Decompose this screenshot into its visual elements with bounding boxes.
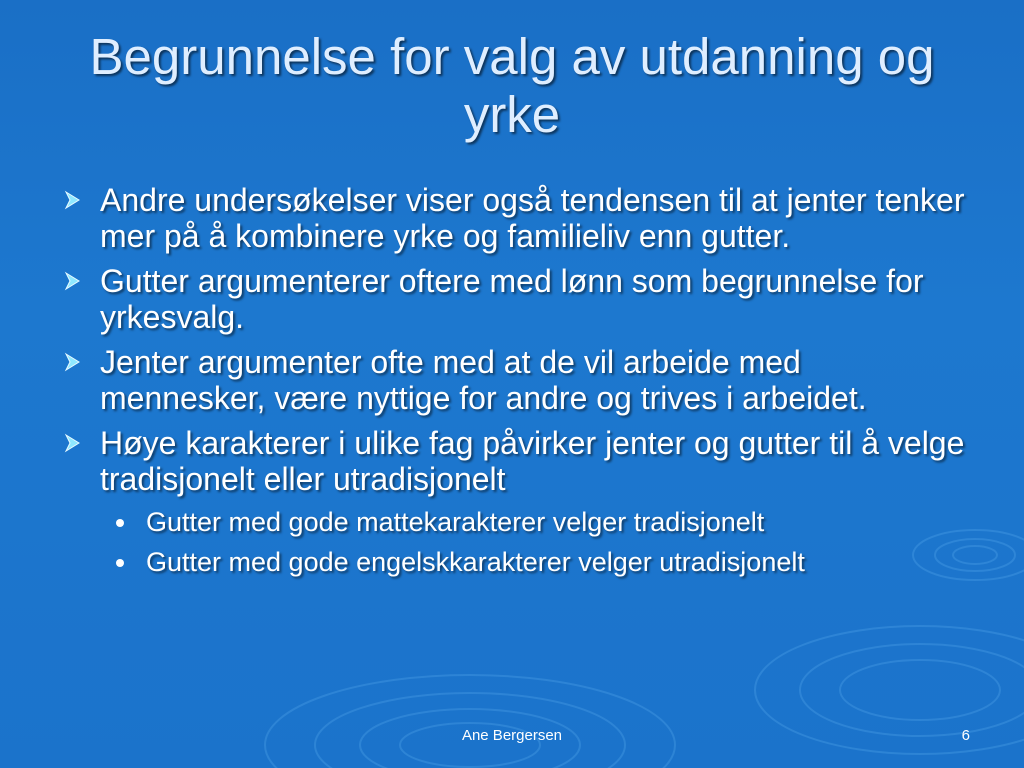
- bullet-text: Andre undersøkelser viser også tendensen til at jenter tenker mer på å kombinere yrke og familieliv enn gutter.: [100, 182, 965, 254]
- dot-icon: [116, 559, 124, 567]
- bullet-item-1: [62, 182, 972, 254]
- dot-icon: [116, 519, 124, 527]
- bullet-text: Høye karakterer i ulike fag påvirker jenter og gutter til å velge tradisjonelt eller utradisjonelt: [100, 425, 965, 497]
- bullet-text: Jenter argumenter ofte med at de vil arbeide med mennesker, være nyttige for andre og trives i arbeidet.: [100, 344, 867, 416]
- page-number: 6: [961, 727, 970, 744]
- sub-bullet-item-2: [62, 546, 972, 578]
- bullet-text: Gutter argumenterer oftere med lønn som begrunnelse for yrkesvalg.: [100, 263, 924, 335]
- chevron-arrow-icon: [62, 185, 84, 215]
- bullet-item-4: [62, 425, 972, 497]
- slide-title: Begrunnelse for valg av utdanning og yrke: [89, 28, 935, 143]
- chevron-arrow-icon: [62, 428, 84, 458]
- sub-bullet-text: Gutter med gode mattekarakterer velger tradisjonelt: [146, 507, 765, 537]
- sub-bullet-item-1: [62, 506, 972, 538]
- bullet-item-2: [62, 263, 972, 335]
- bullet-item-3: [62, 344, 972, 416]
- bullet-list: [62, 182, 972, 586]
- footer-author: Ane Bergersen: [461, 727, 563, 744]
- chevron-arrow-icon: [62, 347, 84, 377]
- sub-bullet-text: Gutter med gode engelskkarakterer velger utradisjonelt: [146, 547, 805, 577]
- chevron-arrow-icon: [62, 266, 84, 296]
